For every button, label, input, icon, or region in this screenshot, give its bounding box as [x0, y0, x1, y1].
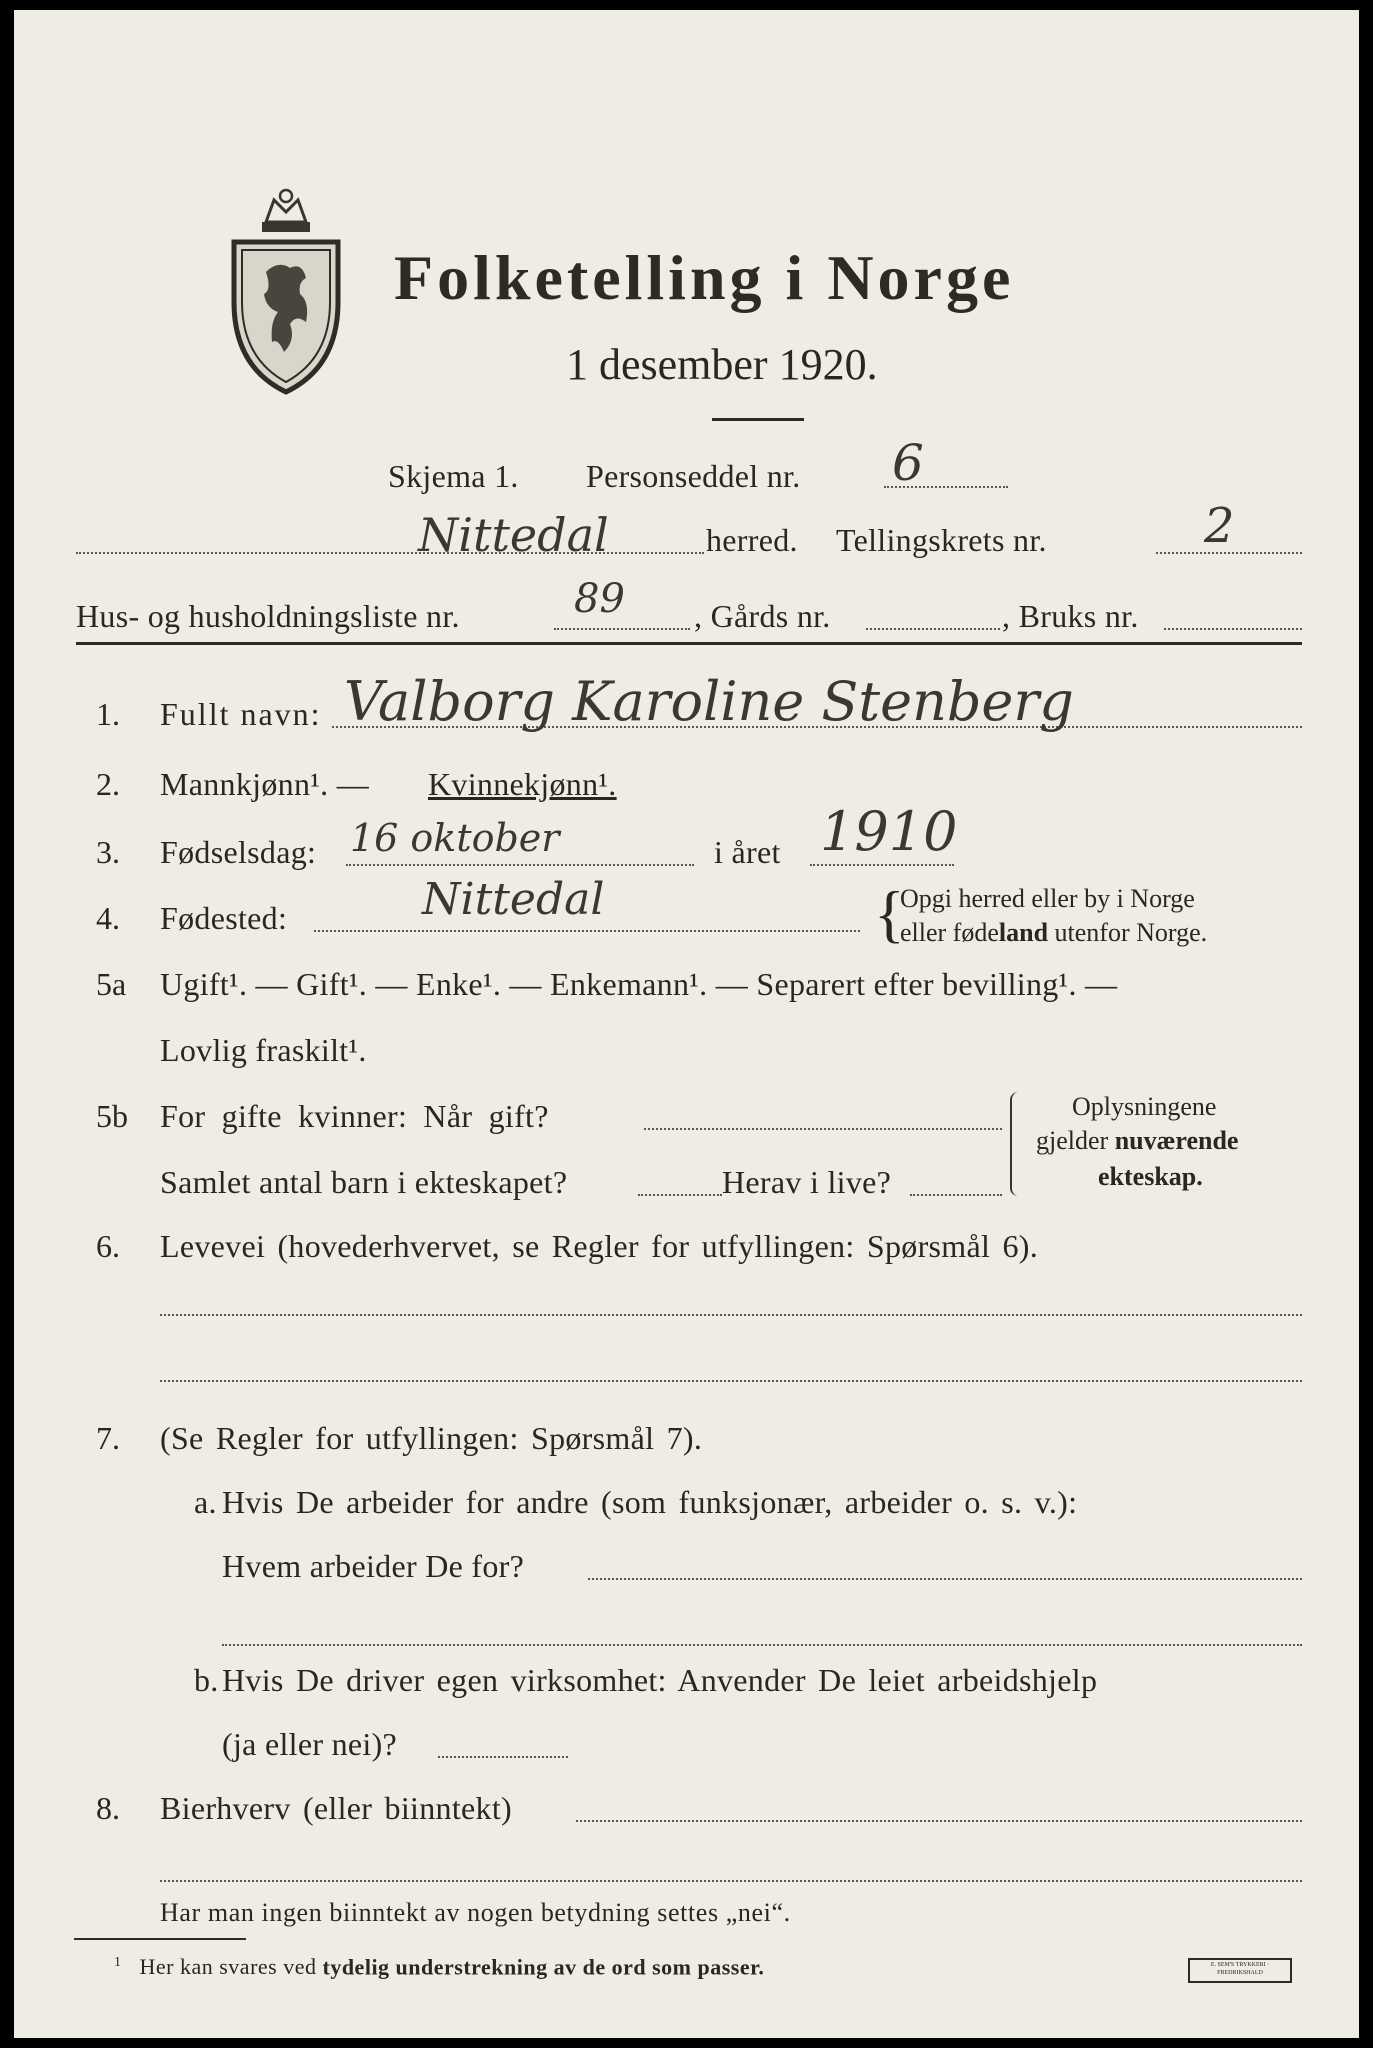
- q3-number: 3.: [96, 834, 120, 870]
- q7a-line-2: [222, 1644, 1302, 1646]
- header-rule: [76, 642, 1302, 645]
- q3-line: [346, 864, 694, 866]
- coat-of-arms-emblem: [226, 182, 346, 407]
- q2-female: Kvinnekjønn¹.: [428, 766, 617, 802]
- q5b-married-line: [644, 1128, 1002, 1130]
- q7b-line2: (ja eller nei)?: [222, 1726, 398, 1762]
- q3-year-value: 1910: [820, 800, 958, 863]
- gards-line: [866, 628, 1000, 630]
- q7b-line1: Hvis De driver egen virksomhet: Anvender De leiet arbeidshjelp: [222, 1662, 1098, 1698]
- herred-value: Nittedal: [418, 508, 609, 562]
- q1-label: Fullt navn:: [160, 696, 322, 732]
- herred-label: herred.: [706, 522, 798, 558]
- q3-value: 16 oktober: [350, 816, 560, 860]
- q5b-children-label: Samlet antal barn i ekteskapet?: [160, 1164, 568, 1200]
- q8-line-1: [576, 1820, 1302, 1822]
- q5b-number: 5b: [96, 1098, 128, 1134]
- lion-shield-icon: [226, 182, 346, 402]
- gards-label: , Gårds nr.: [694, 598, 831, 634]
- personseddel-value: 6: [892, 434, 924, 492]
- q6-line-1: [160, 1314, 1302, 1316]
- q5a-line1: Ugift¹. — Gift¹. — Enke¹. — Enkemann¹. — Separert efter bevilling¹. —: [160, 966, 1118, 1002]
- q8-label: Bierhverv (eller biinntekt): [160, 1790, 512, 1826]
- tellingskrets-value: 2: [1204, 498, 1235, 554]
- q7a-letter: a.: [194, 1484, 217, 1520]
- q7a-line2: Hvem arbeider De for?: [222, 1548, 525, 1584]
- tellingskrets-label: Tellingskrets nr.: [836, 522, 1047, 558]
- q7a-line1: Hvis De arbeider for andre (som funksjonær, arbeider o. s. v.):: [222, 1484, 1078, 1520]
- q5a-number: 5a: [96, 966, 127, 1002]
- footnote-rule: [74, 1938, 246, 1940]
- q5b-alive-line: [910, 1194, 1002, 1196]
- bruks-label: , Bruks nr.: [1002, 598, 1139, 634]
- q4-note-2: eller fødeland utenfor Norge.: [900, 918, 1208, 947]
- q7-number: 7.: [96, 1420, 120, 1456]
- q7b-letter: b.: [194, 1662, 219, 1698]
- q4-brace: {: [874, 878, 905, 949]
- printer-stamp: E. SEM'S TRYKKERI · FREDRIKSHALD: [1188, 1958, 1292, 1983]
- q4-value: Nittedal: [422, 874, 605, 925]
- q3-label: Fødselsdag:: [160, 834, 317, 870]
- footnote: $^1$ Her kan svares ved tydelig understrekning av de ord som passer.: [114, 1954, 765, 1980]
- census-form: [14, 10, 1359, 2038]
- skjema-label: Skjema 1.: [388, 458, 519, 494]
- page-title: Folketelling i Norge: [394, 242, 1015, 313]
- q5a-line2: Lovlig fraskilt¹.: [160, 1032, 367, 1068]
- q3-year-line: [810, 864, 954, 866]
- q4-number: 4.: [96, 900, 120, 936]
- q4-note-1: Opgi herred eller by i Norge: [900, 884, 1195, 913]
- q8-line-2: [160, 1880, 1302, 1882]
- hus-label: Hus- og husholdningsliste nr.: [76, 598, 460, 634]
- q6-number: 6.: [96, 1228, 120, 1264]
- q3-year-label: i året: [714, 834, 781, 870]
- q5b-children-line: [638, 1194, 722, 1196]
- q5b-note-1: Oplysningene: [1072, 1092, 1217, 1121]
- footer-note: Har man ingen biinntekt av nogen betydning settes „nei“.: [160, 1898, 791, 1927]
- q5b-note-3: ekteskap.: [1098, 1162, 1203, 1191]
- q5b-alive-label: Herav i live?: [722, 1164, 892, 1200]
- herred-line: [76, 552, 704, 554]
- q4-line: [314, 930, 860, 932]
- q7-label: (Se Regler for utfyllingen: Spørsmål 7).: [160, 1420, 703, 1456]
- personseddel-label: Personseddel nr.: [586, 458, 801, 494]
- q5b-note-2: gjelder nuværende: [1036, 1126, 1239, 1155]
- q1-number: 1.: [96, 696, 120, 732]
- title-divider: [712, 418, 804, 421]
- q1-value: Valborg Karoline Stenberg: [344, 670, 1074, 733]
- census-date: 1 desember 1920.: [566, 340, 878, 389]
- q4-label: Fødested:: [160, 900, 288, 936]
- q5b-line1: For gifte kvinner: Når gift?: [160, 1098, 549, 1134]
- bruks-line: [1164, 628, 1302, 630]
- q7a-line-1: [588, 1578, 1302, 1580]
- q2-number: 2.: [96, 766, 120, 802]
- q5b-brace: [1010, 1092, 1020, 1196]
- q6-label: Levevei (hovederhvervet, se Regler for utfyllingen: Spørsmål 6).: [160, 1228, 1039, 1264]
- q2-male: Mannkjønn¹. —: [160, 766, 370, 802]
- q8-number: 8.: [96, 1790, 120, 1826]
- q7b-line: [438, 1756, 568, 1758]
- hus-line: [554, 628, 690, 630]
- footnote-mark: 1: [114, 1955, 122, 1970]
- q6-line-2: [160, 1380, 1302, 1382]
- hus-value: 89: [574, 576, 625, 622]
